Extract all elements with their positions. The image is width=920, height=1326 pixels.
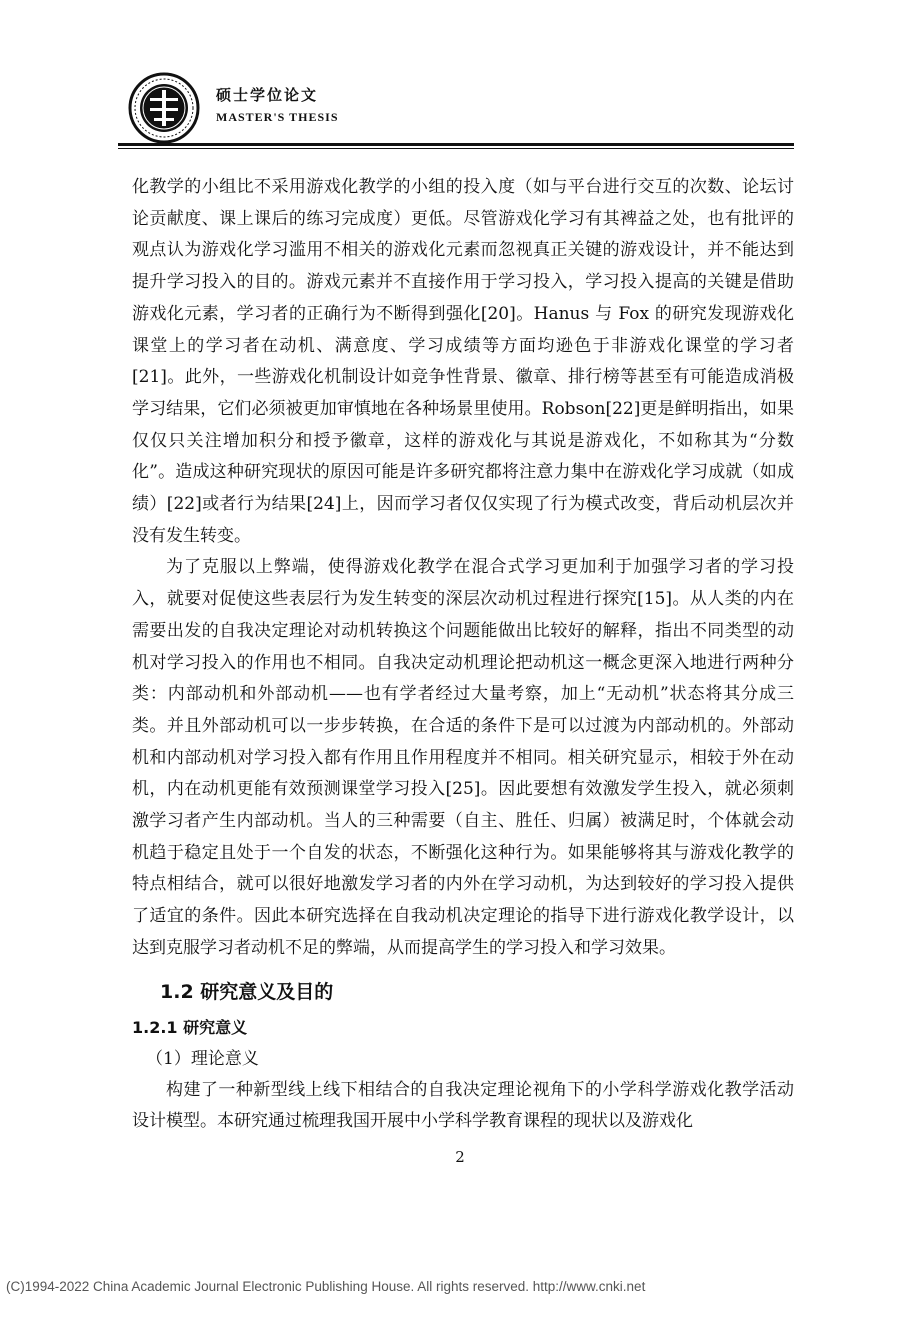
- page-number: 2: [455, 1148, 465, 1166]
- subsection-heading: 1.2.1 研究意义: [132, 1017, 248, 1037]
- section-heading: 1.2 研究意义及目的: [160, 980, 334, 1003]
- header-rule-thin: [118, 148, 794, 149]
- body-paragraph-1: 化教学的小组比不采用游戏化教学的小组的投入度（如与平台进行交互的次数、论坛讨论贡献度、课上课后的练习完成度）更低。尽管游戏化学习有其裨益之处，也有批评的观点认为游戏化学习滥用不相关的游戏化元素而忽视真正关键的游戏设计，并不能达到提升学习投入的目的。游戏元素并不直接作用于学习投入，学习投入提高的关键是借助游戏化元素，学习者的正确行为不断得到强化[20]。Hanus 与 Fox 的研究发现游戏化课堂上的学习者在动机、满意度、学习成绩等方面均逊色于非游戏化课堂的学习者[21]。此外，一些游戏化机制设计如竞争性背景、徽章、排行榜等甚至有可能造成消极学习结果，它们必须被更加审慎地在各种场景里使用。Robson[22]更是鲜明指出，如果仅仅只关注增加积分和授予徽章，这样的游戏化与其说是游戏化，不如称其为“分数化”。造成这种研究现状的原因可能是许多研究都将注意力集中在游戏化学习成就（如成绩）[22]或者行为结果[24]上，因而学习者仅仅实现了行为模式改变，背后动机层次并没有发生转变。: [132, 177, 794, 546]
- page-body: [132, 172, 794, 1138]
- body-paragraph-3: 构建了一种新型线上线下相结合的自我决定理论视角下的小学科学游戏化教学活动设计模型。本研究通过梳理我国开展中小学科学教育课程的现状以及游戏化: [132, 1079, 794, 1132]
- university-seal-logo: [128, 72, 200, 144]
- copyright-footer: (C)1994-2022 China Academic Journal Electronic Publishing House. All rights reserved. http://www.cnki.net: [6, 1279, 646, 1294]
- list-item-label: （1）理论意义: [146, 1048, 259, 1069]
- thesis-header: [128, 72, 798, 142]
- header-title-cn: 硕士学位论文: [216, 86, 319, 104]
- body-paragraph-2: 为了克服以上弊端，使得游戏化教学在混合式学习更加利于加强学习者的学习投入，就要对促使这些表层行为发生转变的深层次动机过程进行探究[15]。从人类的内在需要出发的自我决定理论对动机转换这个问题能做出比较好的解释，指出不同类型的动机对学习投入的作用也不相同。自我决定动机理论把动机这一概念更深入地进行两种分类：内部动机和外部动机——也有学者经过大量考察，加上“无动机”状态将其分成三类。并且外部动机可以一步步转换，在合适的条件下是可以过渡为内部动机的。外部动机和内部动机对学习投入都有作用且作用程度并不相同。相关研究显示，相较于外在动机，内在动机更能有效预测课堂学习投入[25]。因此要想有效激发学生投入，就必须刺激学习者产生内部动机。当人的三种需要（自主、胜任、归属）被满足时，个体就会动机趋于稳定且处于一个自发的状态，不断强化这种行为。如果能够将其与游戏化教学的特点相结合，就可以很好地激发学习者的内外在学习动机，为达到较好的学习投入提供了适宜的条件。因此本研究选择在自我动机决定理论的指导下进行游戏化教学设计，以达到克服学习者动机不足的弊端，从而提高学生的学习投入和学习效果。: [132, 557, 794, 958]
- header-title-en: MASTER'S THESIS: [216, 110, 339, 124]
- header-rule-thick: [118, 143, 794, 146]
